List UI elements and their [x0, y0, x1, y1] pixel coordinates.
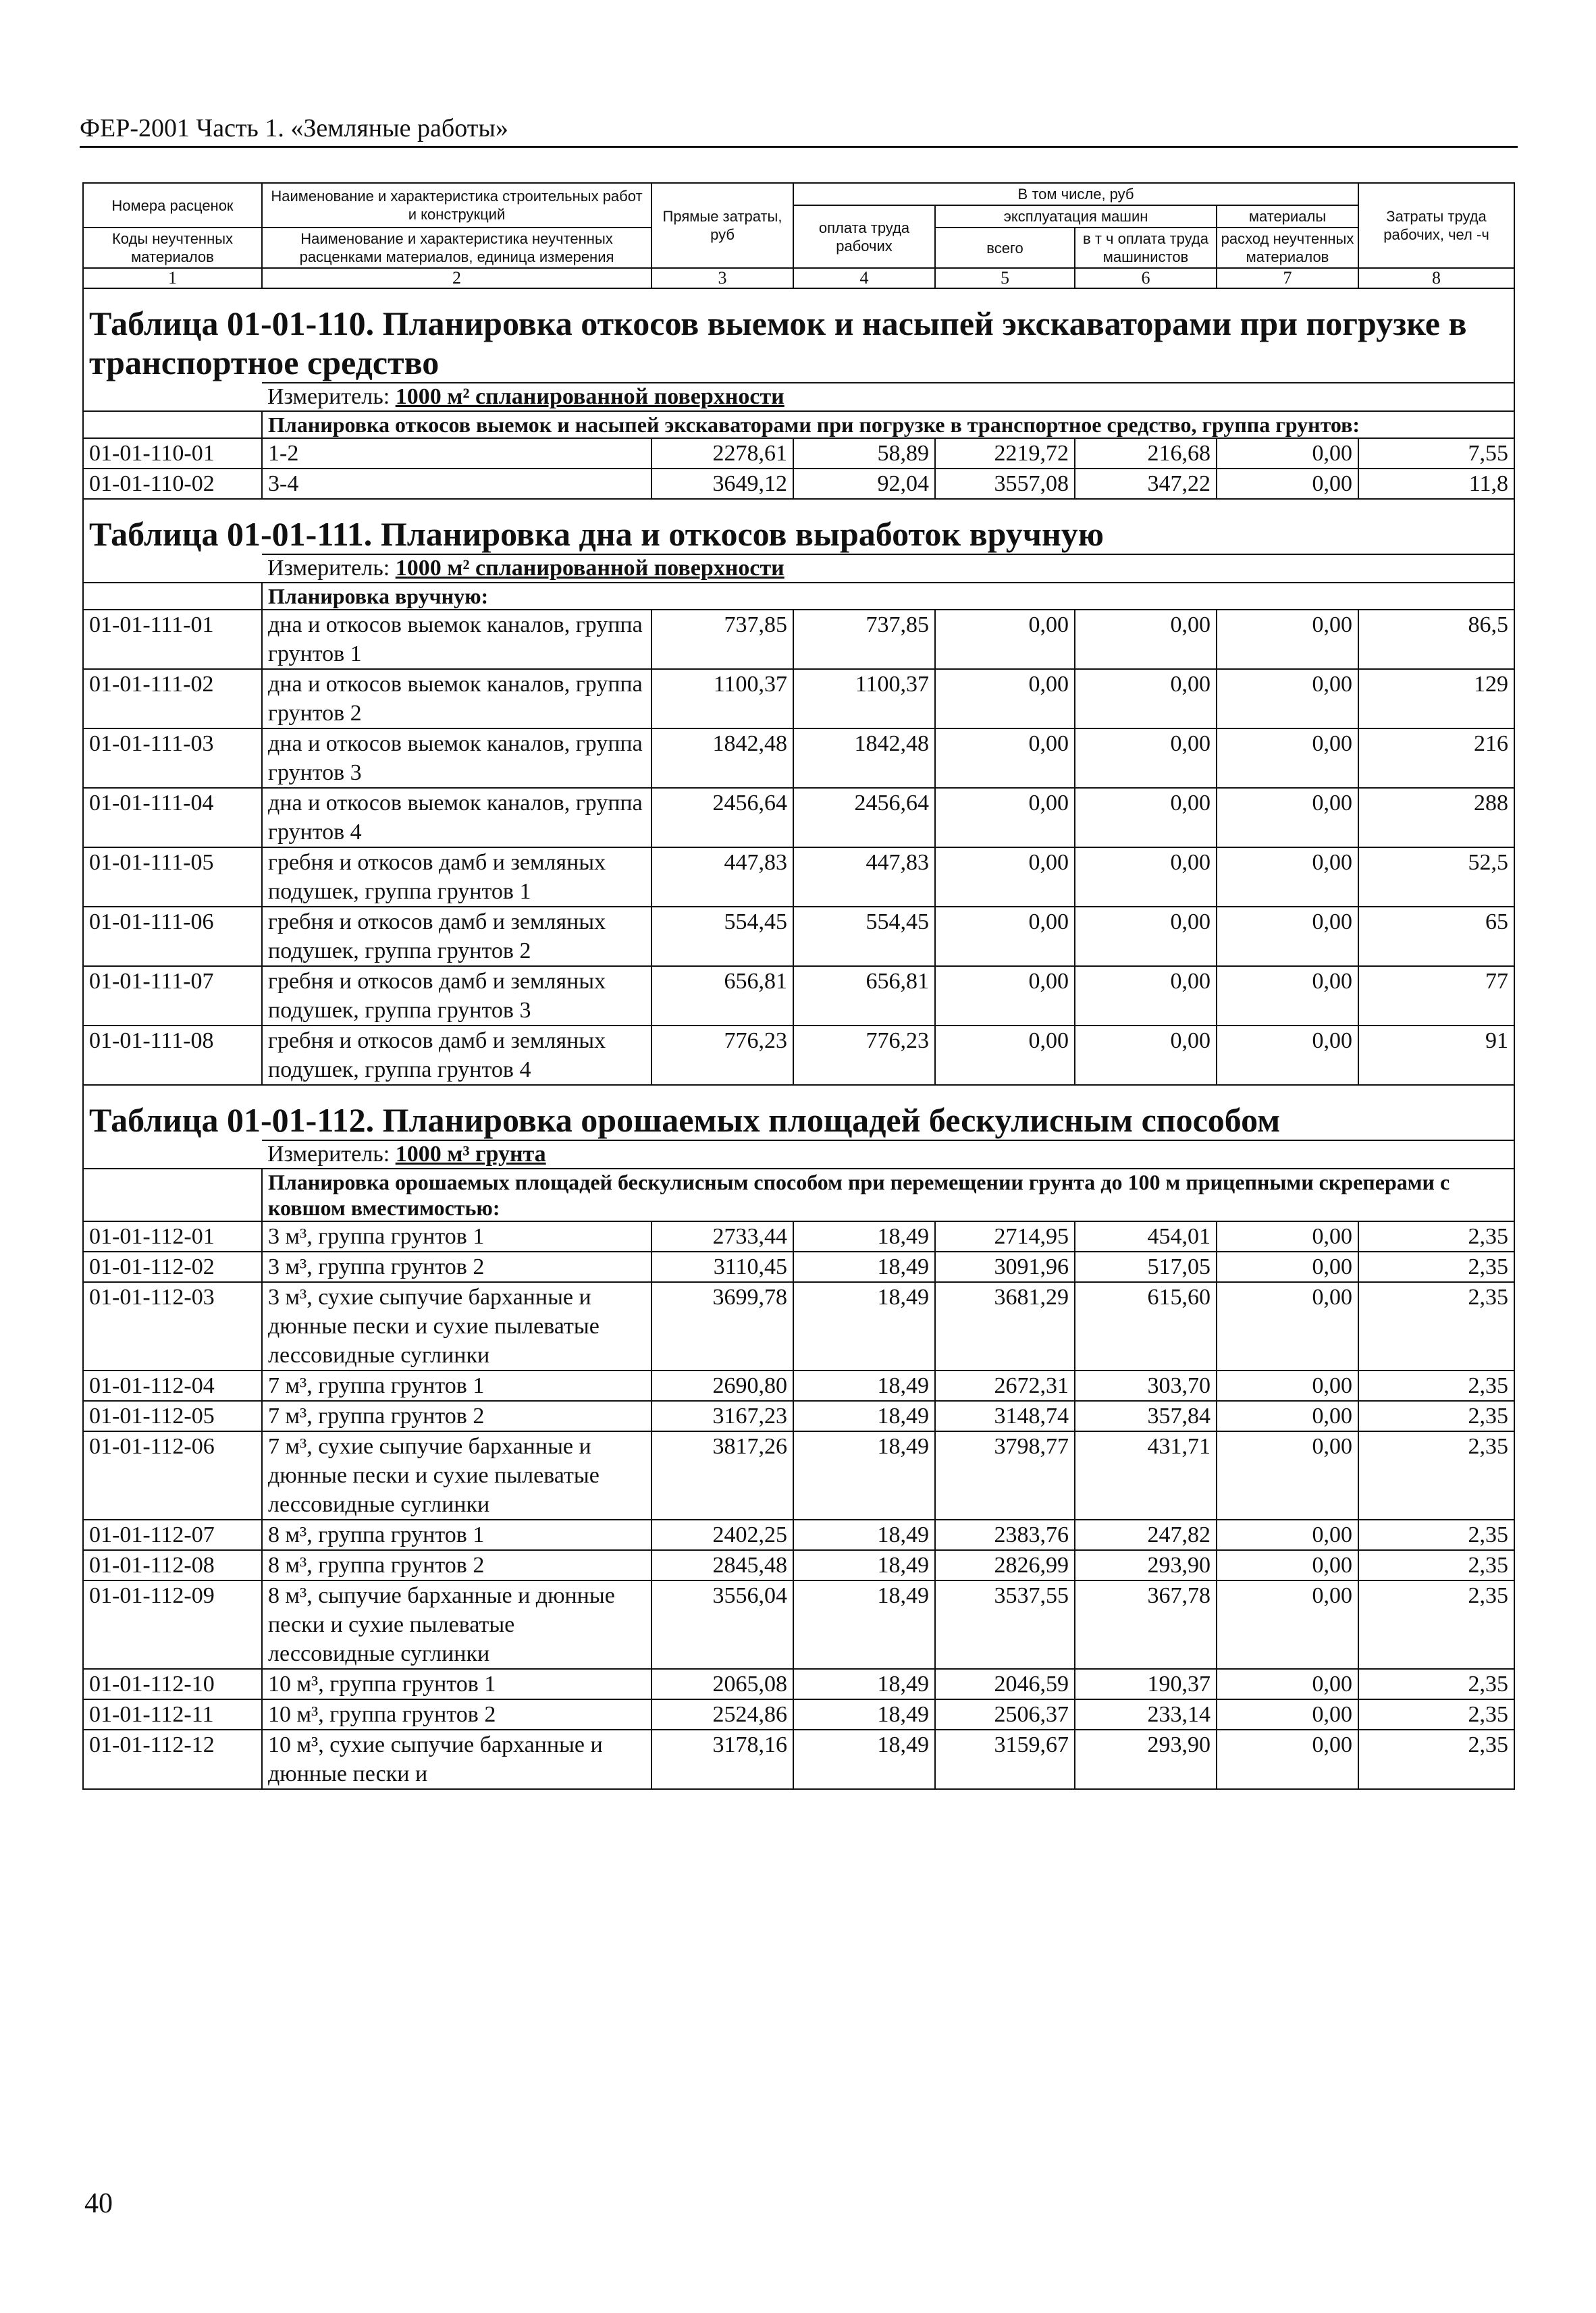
worker-pay: 18,49 — [793, 1371, 935, 1401]
table-row — [83, 1669, 1514, 1699]
labor-cost: 129 — [1358, 669, 1514, 728]
machinist-pay: 454,01 — [1075, 1221, 1217, 1252]
machine-cost: 3148,74 — [935, 1401, 1075, 1431]
labor-cost: 2,35 — [1358, 1431, 1514, 1520]
machine-cost: 3557,08 — [935, 469, 1075, 499]
direct-cost: 3649,12 — [651, 469, 793, 499]
col-header-mat-codes: Коды неучтенных материалов — [83, 228, 262, 268]
table-row — [83, 669, 1514, 728]
machinist-pay: 216,68 — [1075, 438, 1217, 469]
rate-code: 01-01-111-05 — [83, 847, 262, 907]
worker-pay: 18,49 — [793, 1669, 935, 1699]
worker-pay: 18,49 — [793, 1221, 935, 1252]
material-cost: 0,00 — [1217, 1550, 1358, 1580]
rate-code: 01-01-111-01 — [83, 610, 262, 669]
group-heading: Планировка орошаемых площадей бескулисным способом при перемещении грунта до 100 м прицепными скреперами с ковшом вместимостью: — [262, 1169, 1514, 1221]
rate-code: 01-01-112-08 — [83, 1550, 262, 1580]
table-row — [83, 788, 1514, 847]
col-num: 7 — [1217, 268, 1358, 288]
table-row — [83, 966, 1514, 1026]
machine-cost: 2714,95 — [935, 1221, 1075, 1252]
meter-label: Измеритель: — [267, 556, 390, 581]
machinist-pay: 347,22 — [1075, 469, 1217, 499]
col-header-incl: В том числе, руб — [793, 183, 1358, 205]
machinist-pay: 293,90 — [1075, 1550, 1217, 1580]
direct-cost: 3110,45 — [651, 1252, 793, 1282]
material-cost: 0,00 — [1217, 1371, 1358, 1401]
meter-row — [83, 383, 1514, 411]
material-cost: 0,00 — [1217, 669, 1358, 728]
material-cost: 0,00 — [1217, 788, 1358, 847]
machine-cost: 0,00 — [935, 669, 1075, 728]
machine-cost: 3537,55 — [935, 1580, 1075, 1669]
col-header-name: Наименование и характеристика строительных работ и конструкций — [262, 183, 651, 228]
labor-cost: 2,35 — [1358, 1550, 1514, 1580]
machine-cost: 3681,29 — [935, 1282, 1075, 1371]
group-row — [83, 411, 1514, 438]
table-title-row — [83, 288, 1514, 383]
work-name: 8 м³, группа грунтов 1 — [262, 1520, 651, 1550]
page-number: 40 — [84, 2188, 113, 2219]
labor-cost: 2,35 — [1358, 1371, 1514, 1401]
meter-spacer — [83, 1140, 262, 1169]
worker-pay: 737,85 — [793, 610, 935, 669]
machine-cost: 0,00 — [935, 728, 1075, 788]
rate-code: 01-01-110-01 — [83, 438, 262, 469]
work-name: гребня и откосов дамб и земляных подушек, группа грунтов 4 — [262, 1026, 651, 1085]
material-cost: 0,00 — [1217, 907, 1358, 966]
table-title-row — [83, 1085, 1514, 1140]
direct-cost: 2845,48 — [651, 1550, 793, 1580]
page-header: ФЕР-2001 Часть 1. «Земляные работы» — [80, 113, 1518, 148]
work-name: 3 м³, группа грунтов 2 — [262, 1252, 651, 1282]
rate-code: 01-01-112-03 — [83, 1282, 262, 1371]
table-row — [83, 1282, 1514, 1371]
rate-code: 01-01-111-02 — [83, 669, 262, 728]
table-title-number: Таблица 01-01-111. — [89, 515, 373, 553]
table-title — [83, 1085, 1514, 1140]
table-row — [83, 1730, 1514, 1789]
table-row — [83, 1550, 1514, 1580]
direct-cost: 2524,86 — [651, 1699, 793, 1730]
direct-cost: 2065,08 — [651, 1669, 793, 1699]
rate-code: 01-01-112-11 — [83, 1699, 262, 1730]
table-row — [83, 1520, 1514, 1550]
col-num: 6 — [1075, 268, 1217, 288]
machinist-pay: 615,60 — [1075, 1282, 1217, 1371]
table-row — [83, 1401, 1514, 1431]
table-title — [83, 499, 1514, 554]
work-name: 7 м³, сухие сыпучие барханные и дюнные пески и сухие пылеватые лессовидные суглинки — [262, 1431, 651, 1520]
table-row — [83, 610, 1514, 669]
col-header-mach-pay: в т ч оплата труда машинистов — [1075, 228, 1217, 268]
material-cost: 0,00 — [1217, 1431, 1358, 1520]
machine-cost: 2672,31 — [935, 1371, 1075, 1401]
material-cost: 0,00 — [1217, 1026, 1358, 1085]
col-header-labor: Затраты труда рабочих, чел -ч — [1358, 183, 1514, 268]
material-cost: 0,00 — [1217, 1252, 1358, 1282]
col-header-mat-usage: расход неучтенных материалов — [1217, 228, 1358, 268]
rate-code: 01-01-112-01 — [83, 1221, 262, 1252]
meter — [262, 554, 1514, 583]
work-name: 10 м³, сухие сыпучие барханные и дюнные пески и — [262, 1730, 651, 1789]
table-title-text: Планировка орошаемых площадей бескулисным способом — [382, 1101, 1281, 1139]
machinist-pay: 517,05 — [1075, 1252, 1217, 1282]
work-name: гребня и откосов дамб и земляных подушек, группа грунтов 1 — [262, 847, 651, 907]
material-cost: 0,00 — [1217, 1669, 1358, 1699]
table-row — [83, 1699, 1514, 1730]
group-heading: Планировка откосов выемок и насыпей экскаваторами при погрузке в транспортное средство, группа грунтов: — [262, 411, 1514, 438]
machinist-pay: 0,00 — [1075, 1026, 1217, 1085]
material-cost: 0,00 — [1217, 966, 1358, 1026]
worker-pay: 18,49 — [793, 1699, 935, 1730]
direct-cost: 2402,25 — [651, 1520, 793, 1550]
machine-cost: 3159,67 — [935, 1730, 1075, 1789]
table-row — [83, 1431, 1514, 1520]
machinist-pay: 431,71 — [1075, 1431, 1217, 1520]
worker-pay: 18,49 — [793, 1520, 935, 1550]
worker-pay: 92,04 — [793, 469, 935, 499]
col-header-mat-name: Наименование и характеристика неучтенных расценками материалов, единица измерения — [262, 228, 651, 268]
col-header-direct: Прямые затраты, руб — [651, 183, 793, 268]
material-cost: 0,00 — [1217, 1401, 1358, 1431]
table-row — [83, 469, 1514, 499]
table-body — [83, 288, 1514, 1789]
labor-cost: 2,35 — [1358, 1520, 1514, 1550]
work-name: 1-2 — [262, 438, 651, 469]
meter-spacer — [83, 383, 262, 411]
direct-cost: 737,85 — [651, 610, 793, 669]
material-cost: 0,00 — [1217, 1580, 1358, 1669]
machinist-pay: 0,00 — [1075, 907, 1217, 966]
table-title-number: Таблица 01-01-112. — [89, 1101, 375, 1139]
work-name: 3 м³, группа грунтов 1 — [262, 1221, 651, 1252]
group-spacer — [83, 583, 262, 610]
machine-cost: 0,00 — [935, 1026, 1075, 1085]
work-name: 10 м³, группа грунтов 2 — [262, 1699, 651, 1730]
col-num: 5 — [935, 268, 1075, 288]
meter-row — [83, 554, 1514, 583]
labor-cost: 7,55 — [1358, 438, 1514, 469]
labor-cost: 2,35 — [1358, 1669, 1514, 1699]
meter-spacer — [83, 554, 262, 583]
table-row — [83, 847, 1514, 907]
meter-row — [83, 1140, 1514, 1169]
machine-cost: 2506,37 — [935, 1699, 1075, 1730]
col-header-machines: эксплуатация машин — [935, 205, 1217, 228]
work-name: дна и откосов выемок каналов, группа грунтов 4 — [262, 788, 651, 847]
machinist-pay: 367,78 — [1075, 1580, 1217, 1669]
labor-cost: 2,35 — [1358, 1699, 1514, 1730]
work-name: 7 м³, группа грунтов 2 — [262, 1401, 651, 1431]
machine-cost: 0,00 — [935, 788, 1075, 847]
machine-cost: 0,00 — [935, 907, 1075, 966]
labor-cost: 2,35 — [1358, 1282, 1514, 1371]
labor-cost: 52,5 — [1358, 847, 1514, 907]
direct-cost: 2456,64 — [651, 788, 793, 847]
col-header-materials: материалы — [1217, 205, 1358, 228]
direct-cost: 2733,44 — [651, 1221, 793, 1252]
material-cost: 0,00 — [1217, 1699, 1358, 1730]
meter-value: 1000 м² спланированной поверхности — [395, 556, 784, 581]
rate-code: 01-01-112-04 — [83, 1371, 262, 1401]
direct-cost: 447,83 — [651, 847, 793, 907]
worker-pay: 1842,48 — [793, 728, 935, 788]
material-cost: 0,00 — [1217, 847, 1358, 907]
col-num: 4 — [793, 268, 935, 288]
machinist-pay: 0,00 — [1075, 788, 1217, 847]
machinist-pay: 0,00 — [1075, 610, 1217, 669]
machine-cost: 2046,59 — [935, 1669, 1075, 1699]
work-name: 3-4 — [262, 469, 651, 499]
rate-code: 01-01-111-06 — [83, 907, 262, 966]
group-row — [83, 583, 1514, 610]
direct-cost: 3178,16 — [651, 1730, 793, 1789]
machinist-pay: 233,14 — [1075, 1699, 1217, 1730]
table-title-row — [83, 499, 1514, 554]
rate-code: 01-01-112-07 — [83, 1520, 262, 1550]
table-row — [83, 438, 1514, 469]
machinist-pay: 0,00 — [1075, 847, 1217, 907]
labor-cost: 216 — [1358, 728, 1514, 788]
machinist-pay: 357,84 — [1075, 1401, 1217, 1431]
work-name: гребня и откосов дамб и земляных подушек, группа грунтов 3 — [262, 966, 651, 1026]
work-name: 3 м³, сухие сыпучие барханные и дюнные пески и сухие пылеватые лессовидные суглинки — [262, 1282, 651, 1371]
meter-value: 1000 м² спланированной поверхности — [395, 384, 784, 409]
labor-cost: 2,35 — [1358, 1252, 1514, 1282]
worker-pay: 776,23 — [793, 1026, 935, 1085]
col-header-codes: Номера расценок — [83, 183, 262, 228]
rate-code: 01-01-111-08 — [83, 1026, 262, 1085]
direct-cost: 656,81 — [651, 966, 793, 1026]
labor-cost: 77 — [1358, 966, 1514, 1026]
col-num: 2 — [262, 268, 651, 288]
labor-cost: 2,35 — [1358, 1580, 1514, 1669]
worker-pay: 1100,37 — [793, 669, 935, 728]
worker-pay: 447,83 — [793, 847, 935, 907]
direct-cost: 1100,37 — [651, 669, 793, 728]
material-cost: 0,00 — [1217, 728, 1358, 788]
col-num: 3 — [651, 268, 793, 288]
table-header — [83, 183, 1514, 288]
table-row — [83, 1221, 1514, 1252]
labor-cost: 65 — [1358, 907, 1514, 966]
work-name: 10 м³, группа грунтов 1 — [262, 1669, 651, 1699]
group-heading: Планировка вручную: — [262, 583, 1514, 610]
work-name: 8 м³, сыпучие барханные и дюнные пески и сухие пылеватые лессовидные суглинки — [262, 1580, 651, 1669]
work-name: дна и откосов выемок каналов, группа грунтов 3 — [262, 728, 651, 788]
labor-cost: 2,35 — [1358, 1730, 1514, 1789]
machine-cost: 2826,99 — [935, 1550, 1075, 1580]
table-row — [83, 728, 1514, 788]
table-row — [83, 1252, 1514, 1282]
labor-cost: 11,8 — [1358, 469, 1514, 499]
worker-pay: 18,49 — [793, 1401, 935, 1431]
group-spacer — [83, 1169, 262, 1221]
worker-pay: 2456,64 — [793, 788, 935, 847]
worker-pay: 656,81 — [793, 966, 935, 1026]
machinist-pay: 293,90 — [1075, 1730, 1217, 1789]
worker-pay: 18,49 — [793, 1431, 935, 1520]
worker-pay: 58,89 — [793, 438, 935, 469]
machine-cost: 2383,76 — [935, 1520, 1075, 1550]
labor-cost: 91 — [1358, 1026, 1514, 1085]
rate-code: 01-01-112-12 — [83, 1730, 262, 1789]
labor-cost: 86,5 — [1358, 610, 1514, 669]
col-header-pay: оплата труда рабочих — [793, 205, 935, 268]
direct-cost: 554,45 — [651, 907, 793, 966]
direct-cost: 1842,48 — [651, 728, 793, 788]
table-row — [83, 1026, 1514, 1085]
rate-code: 01-01-111-04 — [83, 788, 262, 847]
worker-pay: 18,49 — [793, 1550, 935, 1580]
table-row — [83, 1371, 1514, 1401]
worker-pay: 18,49 — [793, 1580, 935, 1669]
machine-cost: 3798,77 — [935, 1431, 1075, 1520]
work-name: 8 м³, группа грунтов 2 — [262, 1550, 651, 1580]
material-cost: 0,00 — [1217, 469, 1358, 499]
group-row — [83, 1169, 1514, 1221]
rate-code: 01-01-112-02 — [83, 1252, 262, 1282]
table-row — [83, 1580, 1514, 1669]
rates-table — [82, 182, 1515, 1790]
group-spacer — [83, 411, 262, 438]
rate-code: 01-01-112-10 — [83, 1669, 262, 1699]
material-cost: 0,00 — [1217, 438, 1358, 469]
material-cost: 0,00 — [1217, 610, 1358, 669]
labor-cost: 2,35 — [1358, 1221, 1514, 1252]
direct-cost: 2278,61 — [651, 438, 793, 469]
work-name: гребня и откосов дамб и земляных подушек, группа грунтов 2 — [262, 907, 651, 966]
meter-label: Измеритель: — [267, 1142, 390, 1167]
material-cost: 0,00 — [1217, 1730, 1358, 1789]
machinist-pay: 247,82 — [1075, 1520, 1217, 1550]
direct-cost: 3699,78 — [651, 1282, 793, 1371]
table-row — [83, 907, 1514, 966]
rate-code: 01-01-112-05 — [83, 1401, 262, 1431]
rate-code: 01-01-112-06 — [83, 1431, 262, 1520]
table-title — [83, 288, 1514, 383]
machine-cost: 0,00 — [935, 610, 1075, 669]
machine-cost: 2219,72 — [935, 438, 1075, 469]
machine-cost: 0,00 — [935, 966, 1075, 1026]
meter-value: 1000 м³ грунта — [395, 1142, 546, 1167]
rate-code: 01-01-112-09 — [83, 1580, 262, 1669]
table-title-text: Планировка откосов выемок и насыпей экскаваторами при погрузке в транспортное средство — [89, 304, 1467, 381]
meter — [262, 383, 1514, 411]
direct-cost: 3167,23 — [651, 1401, 793, 1431]
work-name: 7 м³, группа грунтов 1 — [262, 1371, 651, 1401]
table-title-text: Планировка дна и откосов выработок вручную — [380, 515, 1105, 553]
material-cost: 0,00 — [1217, 1282, 1358, 1371]
rate-code: 01-01-111-03 — [83, 728, 262, 788]
material-cost: 0,00 — [1217, 1520, 1358, 1550]
labor-cost: 2,35 — [1358, 1401, 1514, 1431]
machine-cost: 0,00 — [935, 847, 1075, 907]
worker-pay: 18,49 — [793, 1282, 935, 1371]
machinist-pay: 0,00 — [1075, 728, 1217, 788]
meter-label: Измеритель: — [267, 384, 390, 409]
machinist-pay: 0,00 — [1075, 669, 1217, 728]
labor-cost: 288 — [1358, 788, 1514, 847]
machinist-pay: 190,37 — [1075, 1669, 1217, 1699]
col-num: 1 — [83, 268, 262, 288]
worker-pay: 18,49 — [793, 1730, 935, 1789]
direct-cost: 3817,26 — [651, 1431, 793, 1520]
material-cost: 0,00 — [1217, 1221, 1358, 1252]
direct-cost: 2690,80 — [651, 1371, 793, 1401]
meter — [262, 1140, 1514, 1169]
machinist-pay: 303,70 — [1075, 1371, 1217, 1401]
rate-code: 01-01-111-07 — [83, 966, 262, 1026]
work-name: дна и откосов выемок каналов, группа грунтов 2 — [262, 669, 651, 728]
worker-pay: 18,49 — [793, 1252, 935, 1282]
table-title-number: Таблица 01-01-110. — [89, 304, 375, 342]
work-name: дна и откосов выемок каналов, группа грунтов 1 — [262, 610, 651, 669]
rate-code: 01-01-110-02 — [83, 469, 262, 499]
direct-cost: 3556,04 — [651, 1580, 793, 1669]
col-num: 8 — [1358, 268, 1514, 288]
col-header-mach-total: всего — [935, 228, 1075, 268]
machinist-pay: 0,00 — [1075, 966, 1217, 1026]
machine-cost: 3091,96 — [935, 1252, 1075, 1282]
direct-cost: 776,23 — [651, 1026, 793, 1085]
worker-pay: 554,45 — [793, 907, 935, 966]
